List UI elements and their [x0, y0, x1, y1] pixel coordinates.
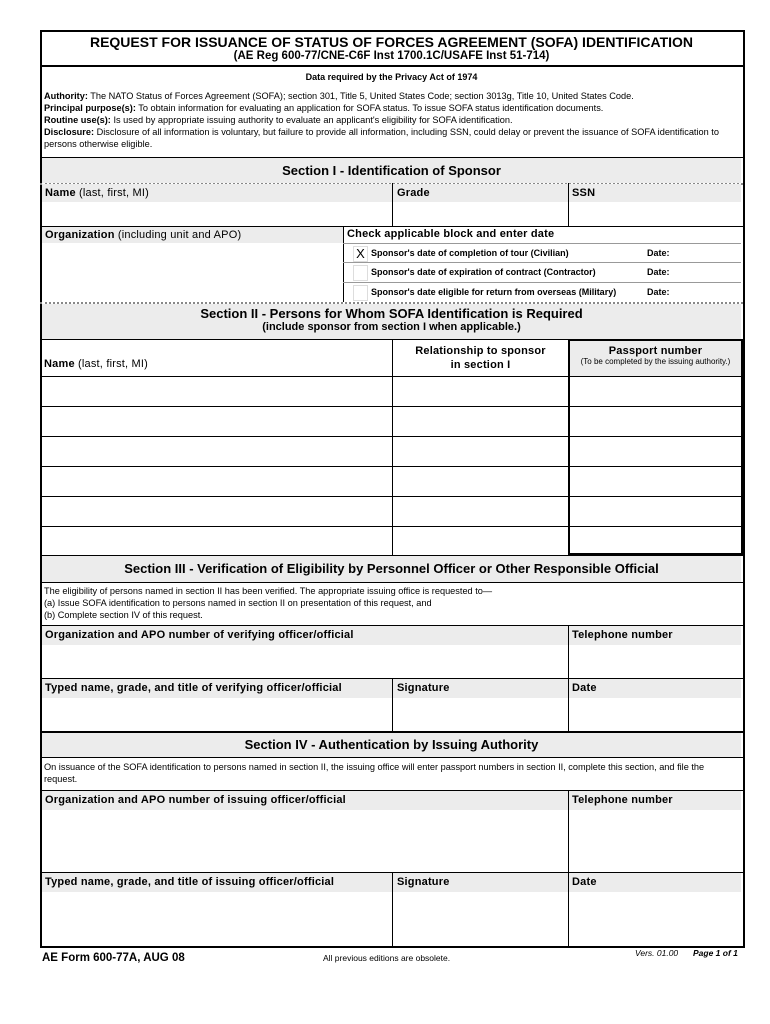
authority-text: The NATO Status of Forces Agreement (SOFA); section 301, Title 5, United States Code; section 3013g, Title 10, United States Code.	[90, 91, 634, 101]
section3-text: The eligibility of persons named in section II has been verified. The appropriate issuing office is requested to— (a) Issue SOFA identification to persons named in section II on presentation of this request, and (b) Complete section IV of this request.	[44, 586, 493, 620]
routine-text: Is used by appropriate issuing authority to evaluate an applicant's eligibility for SOFA identification.	[113, 115, 513, 125]
disclosure-text: Disclosure of all information is voluntary, but failure to provide all information, including SSN, could delay or prevent the issuance of SOFA identification to persons otherwise eligible.	[44, 127, 719, 149]
page-number: Page 1 of 1	[693, 948, 738, 958]
person-name-input[interactable]	[44, 468, 389, 494]
military-date-label: Date:	[647, 287, 670, 297]
issuing-signature-input[interactable]	[395, 894, 565, 942]
person-passport-input[interactable]	[572, 438, 738, 464]
contractor-checkbox[interactable]	[353, 265, 368, 281]
issuing-typed-name-input[interactable]	[44, 894, 389, 942]
check-block-label: Check applicable block and enter date	[347, 228, 555, 240]
purpose-label: Principal purpose(s):	[44, 103, 136, 113]
verifying-tel-input[interactable]	[571, 647, 739, 675]
section2-subtitle: (include sponsor from section I when applicable.)	[262, 321, 521, 333]
grade-label: Grade	[393, 184, 568, 202]
verifying-signature-label: Signature	[393, 679, 568, 698]
purpose-text: To obtain information for evaluating an application for SOFA status. To issue SOFA status identification documents.	[138, 103, 604, 113]
person-name-input[interactable]	[44, 408, 389, 434]
person-passport-input[interactable]	[572, 378, 738, 404]
section1-title: Section I - Identification of Sponsor	[42, 158, 741, 183]
section4-title: Section IV - Authentication by Issuing Authority	[42, 733, 741, 757]
sponsor-name-label: Name (last, first, MI)	[42, 184, 392, 202]
ssn-label: SSN	[569, 184, 741, 202]
privacy-heading: Data required by the Privacy Act of 1974	[305, 72, 478, 82]
routine-label: Routine use(s):	[44, 115, 111, 125]
issuing-date-input[interactable]	[571, 894, 739, 942]
person-passport-input[interactable]	[572, 528, 738, 554]
verifying-date-label: Date	[569, 679, 741, 698]
issuing-tel-input[interactable]	[571, 812, 739, 869]
issuing-tel-label: Telephone number	[569, 791, 741, 810]
person-relationship-input[interactable]	[395, 468, 565, 494]
authority-label: Authority:	[44, 91, 88, 101]
section3-title: Section III - Verification of Eligibility by Personnel Officer or Other Responsible Official	[42, 556, 741, 582]
person-name-input[interactable]	[44, 498, 389, 524]
person-passport-input[interactable]	[572, 468, 738, 494]
issuing-org-label: Organization and APO number of issuing officer/official	[42, 791, 568, 810]
verifying-tel-label: Telephone number	[569, 626, 741, 645]
person-relationship-input[interactable]	[395, 438, 565, 464]
person-name-input[interactable]	[44, 378, 389, 404]
person-relationship-input[interactable]	[395, 408, 565, 434]
grade-input[interactable]	[395, 203, 565, 225]
civilian-checkbox[interactable]: X	[353, 246, 368, 262]
relationship-header: Relationship to sponsor in section I	[415, 345, 546, 371]
privacy-statement	[44, 90, 739, 150]
verifying-org-label: Organization and APO number of verifying officer/official	[42, 626, 568, 645]
issuing-org-input[interactable]	[44, 812, 564, 869]
person-relationship-input[interactable]	[395, 498, 565, 524]
person-passport-input[interactable]	[572, 408, 738, 434]
person-name-input[interactable]	[44, 438, 389, 464]
passport-header: Passport number (To be completed by the issuing authority.)	[570, 341, 741, 376]
verifying-typed-name-input[interactable]	[44, 700, 389, 728]
section4-text: On issuance of the SOFA identification to persons named in section II, the issuing office will enter passport numbers in section II, complete this section, and file the request.	[44, 762, 705, 784]
verifying-signature-input[interactable]	[395, 700, 565, 728]
organization-input[interactable]	[44, 245, 340, 300]
version: Vers. 01.00	[635, 948, 679, 958]
sponsor-name-input[interactable]	[44, 203, 389, 225]
issuing-date-label: Date	[569, 873, 741, 892]
ssn-input[interactable]	[571, 203, 739, 225]
organization-label: Organization (including unit and APO)	[42, 227, 343, 243]
section2-header	[42, 304, 741, 339]
verifying-org-input[interactable]	[44, 647, 564, 675]
military-option-label: Sponsor's date eligible for return from overseas (Military)	[371, 287, 617, 297]
verifying-date-input[interactable]	[571, 700, 739, 728]
form-title: REQUEST FOR ISSUANCE OF STATUS OF FORCES AGREEMENT (SOFA) IDENTIFICATION	[89, 34, 694, 50]
disclosure-label: Disclosure:	[44, 127, 95, 137]
persons-name-header: Name (last, first, MI)	[44, 358, 149, 370]
civilian-option-label: Sponsor's date of completion of tour (Civilian)	[371, 248, 569, 258]
verifying-typed-name-label: Typed name, grade, and title of verifying officer/official	[42, 679, 392, 698]
contractor-option-label: Sponsor's date of expiration of contract (Contractor)	[371, 267, 596, 277]
obsolete-notice: All previous editions are obsolete.	[323, 953, 451, 963]
issuing-signature-label: Signature	[393, 873, 568, 892]
form-number: AE Form 600-77A, AUG 08	[42, 952, 185, 964]
person-relationship-input[interactable]	[395, 528, 565, 554]
military-checkbox[interactable]	[353, 285, 368, 301]
contractor-date-label: Date:	[647, 267, 670, 277]
form-subtitle: (AE Reg 600-77/CNE-C6F Inst 1700.1C/USAFE Inst 51-714)	[233, 50, 550, 62]
person-name-input[interactable]	[44, 528, 389, 554]
person-passport-input[interactable]	[572, 498, 738, 524]
person-relationship-input[interactable]	[395, 378, 565, 404]
section2-title: Section II - Persons for Whom SOFA Identification is Required	[200, 306, 583, 321]
civilian-date-label: Date:	[647, 248, 670, 258]
issuing-typed-name-label: Typed name, grade, and title of issuing officer/official	[42, 873, 392, 892]
